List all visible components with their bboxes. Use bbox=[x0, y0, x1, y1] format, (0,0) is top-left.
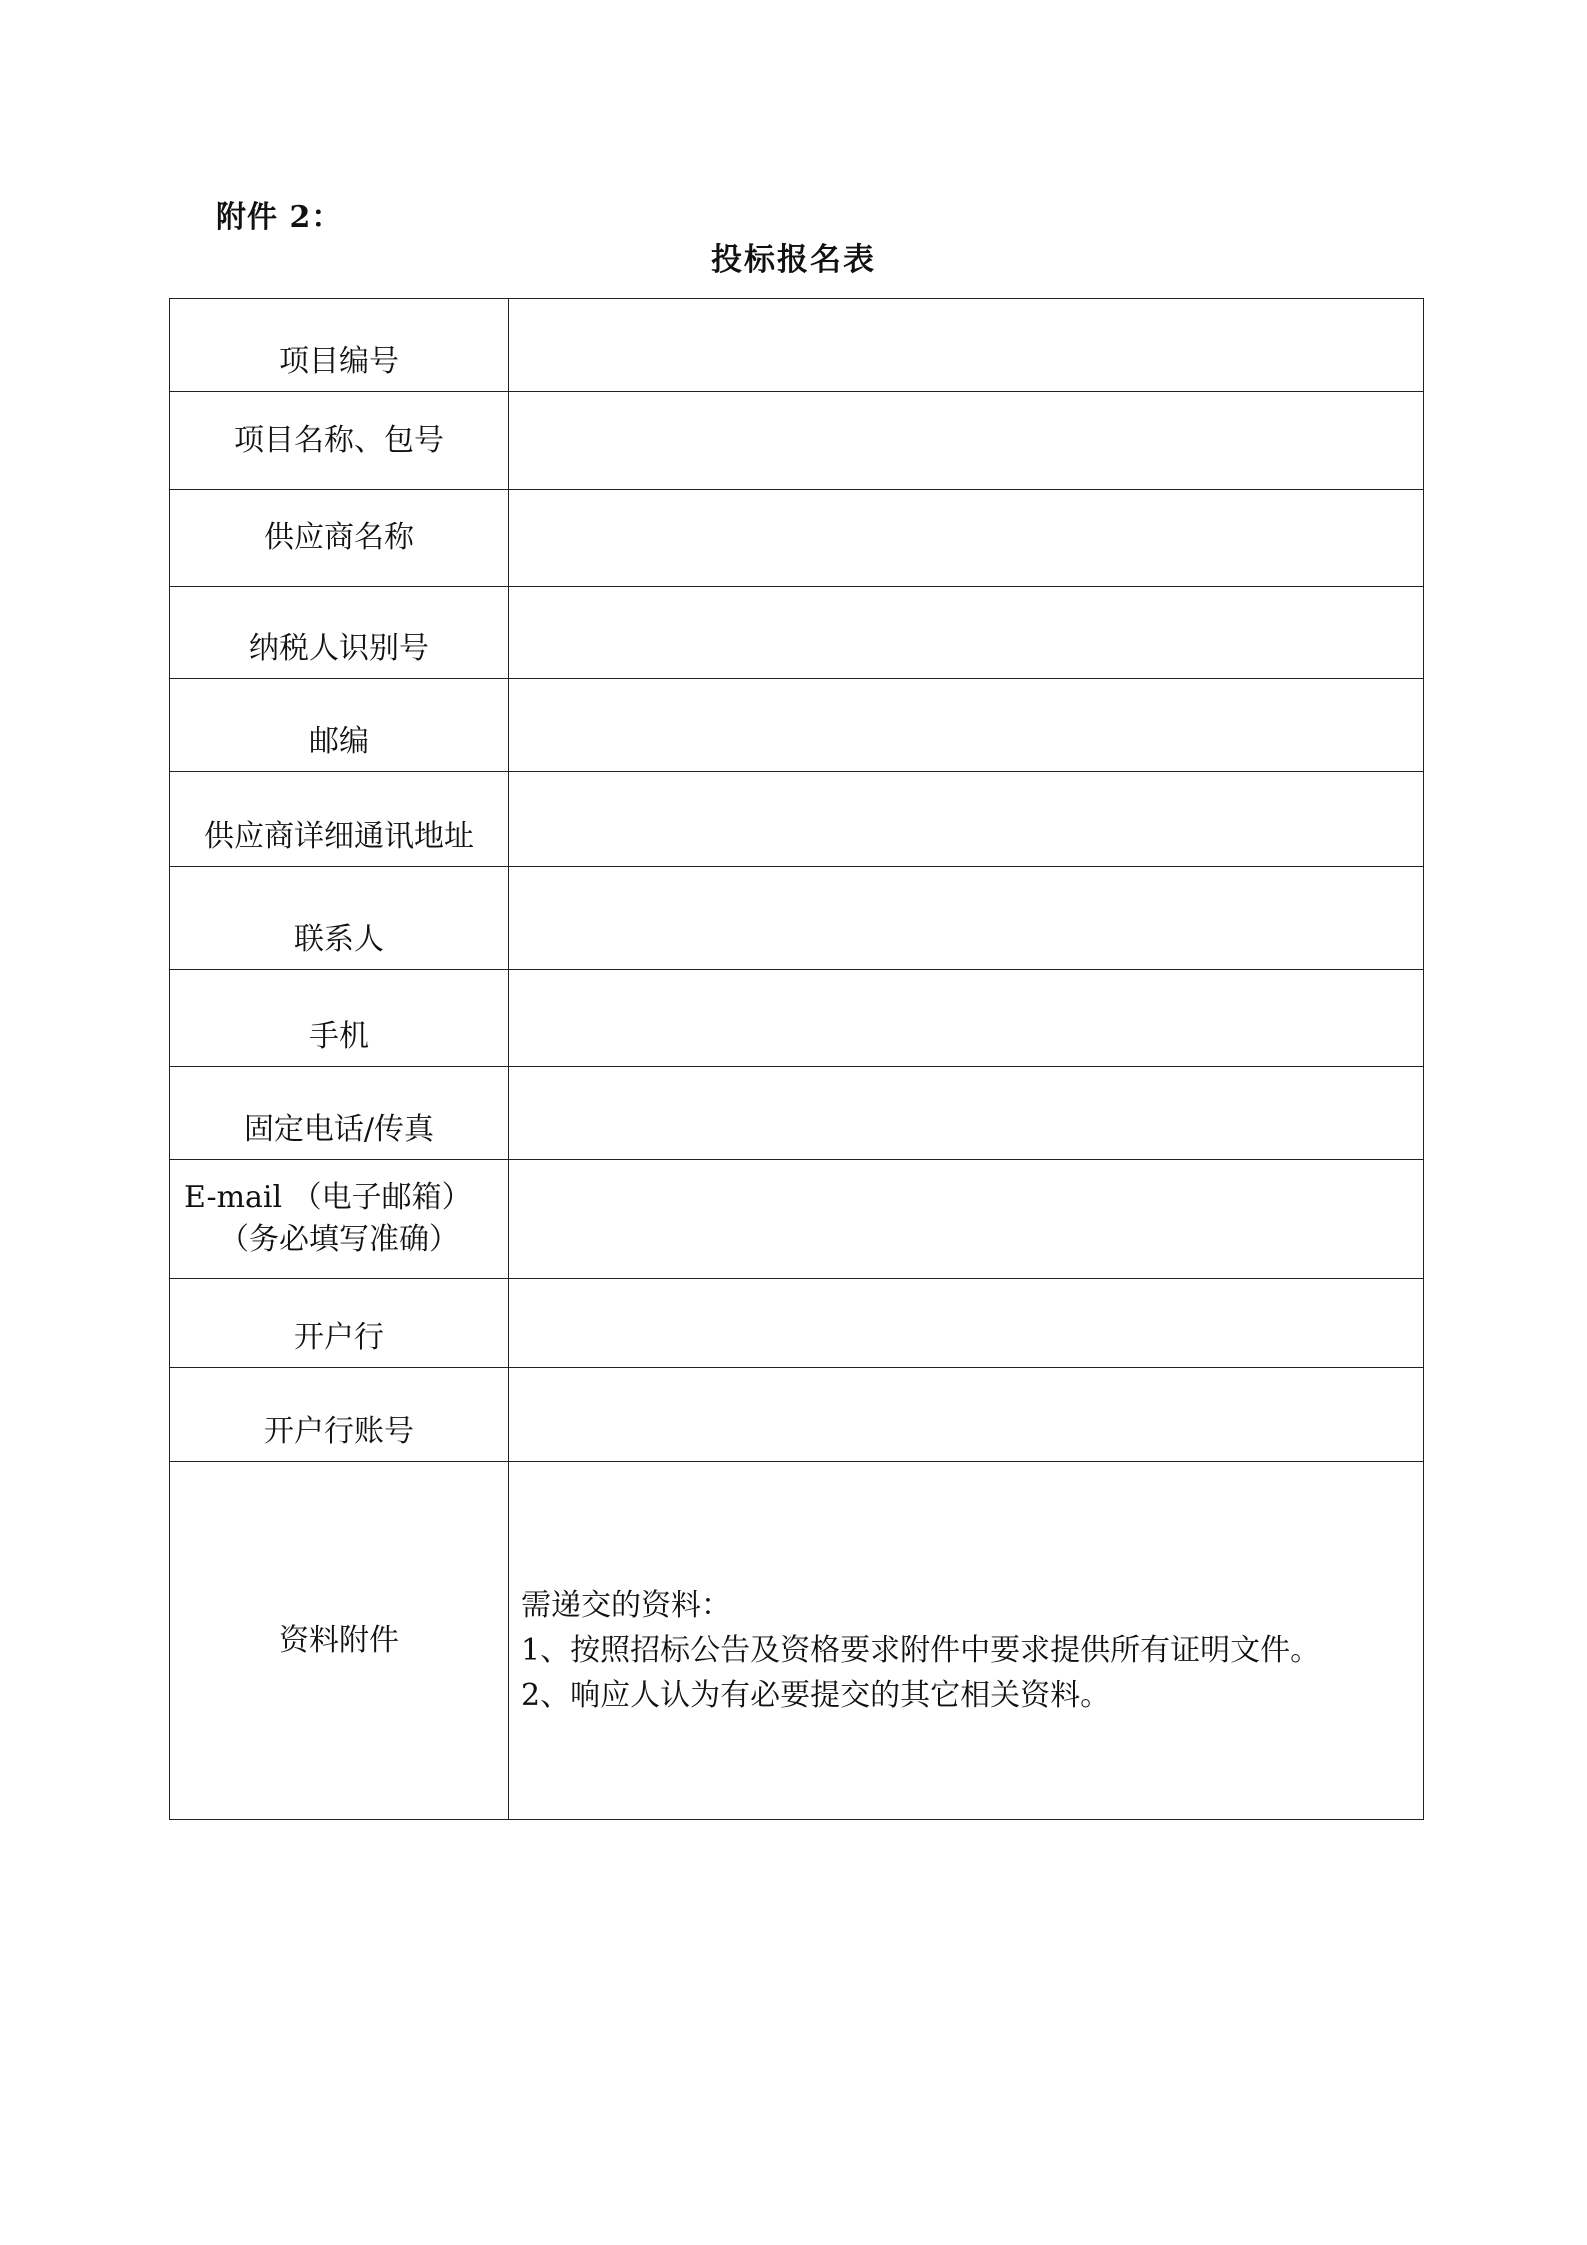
email-label-line1: E-mail （电子邮箱） bbox=[184, 1180, 472, 1215]
label-postcode: 邮编 bbox=[170, 679, 509, 772]
field-bank-account[interactable] bbox=[509, 1368, 1424, 1462]
field-phone-fax[interactable] bbox=[509, 1067, 1424, 1160]
table-row-mobile bbox=[170, 970, 1424, 1067]
label-supplier-name: 供应商名称 bbox=[170, 490, 509, 587]
form-title: 投标报名表 bbox=[711, 242, 876, 278]
label-project-name: 项目名称、包号 bbox=[170, 392, 509, 490]
materials-item-2: 2、响应人认为有必要提交的其它相关资料。 bbox=[521, 1678, 1111, 1713]
attachment-label: 附件 2： bbox=[216, 200, 343, 235]
field-attachments[interactable] bbox=[509, 1462, 1424, 1820]
table-row-supplier-name bbox=[170, 490, 1424, 587]
label-mobile: 手机 bbox=[170, 970, 509, 1067]
materials-item-1: 1、按照招标公告及资格要求附件中要求提供所有证明文件。 bbox=[521, 1633, 1321, 1668]
field-project-name[interactable] bbox=[509, 392, 1424, 490]
field-address[interactable] bbox=[509, 772, 1424, 867]
materials-heading: 需递交的资料： bbox=[521, 1588, 731, 1623]
table-row-phone-fax bbox=[170, 1067, 1424, 1160]
table-row-bank-account bbox=[170, 1368, 1424, 1462]
table-row-taxpayer-id bbox=[170, 587, 1424, 679]
field-mobile[interactable] bbox=[509, 970, 1424, 1067]
table-row-bank bbox=[170, 1279, 1424, 1368]
field-project-number[interactable] bbox=[509, 299, 1424, 392]
field-supplier-name[interactable] bbox=[509, 490, 1424, 587]
label-phone-fax: 固定电话/传真 bbox=[170, 1067, 509, 1160]
label-bank: 开户行 bbox=[170, 1279, 509, 1368]
field-taxpayer-id[interactable] bbox=[509, 587, 1424, 679]
label-project-number: 项目编号 bbox=[170, 299, 509, 392]
label-bank-account: 开户行账号 bbox=[170, 1368, 509, 1462]
label-attachments: 资料附件 bbox=[170, 1462, 509, 1820]
label-email bbox=[170, 1160, 509, 1279]
field-email[interactable] bbox=[509, 1160, 1424, 1279]
table-row-address bbox=[170, 772, 1424, 867]
table-row-attachments bbox=[170, 1462, 1424, 1820]
table-row-postcode bbox=[170, 679, 1424, 772]
label-contact: 联系人 bbox=[170, 867, 509, 970]
table-row-project-name bbox=[170, 392, 1424, 490]
registration-form-table bbox=[169, 298, 1424, 1820]
field-bank[interactable] bbox=[509, 1279, 1424, 1368]
table-row-project-number bbox=[170, 299, 1424, 392]
materials-notes bbox=[509, 1563, 1423, 1718]
field-postcode[interactable] bbox=[509, 679, 1424, 772]
table-row-email bbox=[170, 1160, 1424, 1279]
field-contact[interactable] bbox=[509, 867, 1424, 970]
label-address: 供应商详细通讯地址 bbox=[170, 772, 509, 867]
table-row-contact bbox=[170, 867, 1424, 970]
email-label-line2: （务必填写准确） bbox=[219, 1222, 459, 1257]
label-taxpayer-id: 纳税人识别号 bbox=[170, 587, 509, 679]
